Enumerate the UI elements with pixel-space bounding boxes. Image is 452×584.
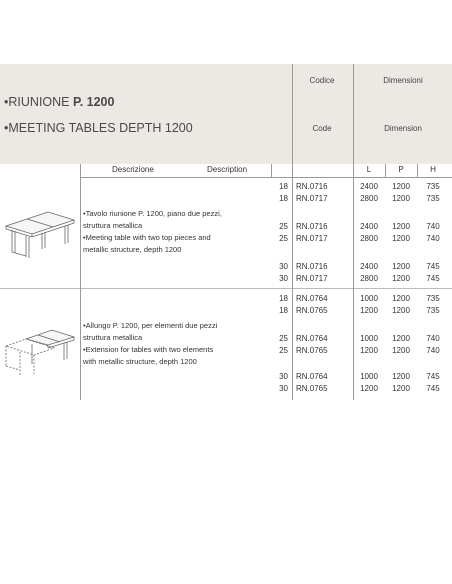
col-code-header: Code — [312, 124, 332, 133]
desc-italian-line: struttura metallica — [83, 333, 143, 342]
col-dimensioni-header: Dimensioni — [383, 76, 423, 85]
row-number: 18 — [279, 182, 288, 191]
table-row — [272, 182, 452, 192]
row-l: 2800 — [360, 234, 378, 243]
row-number: 25 — [279, 222, 288, 231]
row-p: 1200 — [392, 294, 410, 303]
table-row — [272, 222, 452, 232]
row-code: RN.0764 — [296, 294, 328, 303]
row-p: 1200 — [392, 194, 410, 203]
table-row — [272, 334, 452, 344]
table-row — [272, 274, 452, 284]
row-code: RN.0716 — [296, 182, 328, 191]
desc-italian-line: •Allungo P. 1200, per elementi due pezzi — [83, 321, 218, 330]
row-number: 25 — [279, 234, 288, 243]
row-code: RN.0764 — [296, 334, 328, 343]
table-row — [272, 262, 452, 272]
row-number: 30 — [279, 274, 288, 283]
grid-line-image — [80, 164, 81, 400]
row-p: 1200 — [392, 274, 410, 283]
row-number: 18 — [279, 194, 288, 203]
table-row — [272, 194, 452, 204]
row-h: 745 — [426, 274, 440, 283]
bullet: • — [4, 95, 9, 109]
title-english — [4, 121, 193, 135]
row-h: 740 — [426, 222, 440, 231]
row-h: 735 — [426, 306, 440, 315]
row-l: 2800 — [360, 274, 378, 283]
row-code: RN.0716 — [296, 262, 328, 271]
row-code: RN.0764 — [296, 372, 328, 381]
desc-english-line: with metallic structure, depth 1200 — [83, 357, 197, 366]
bullet: • — [4, 121, 9, 135]
desc-italian-line: •Tavolo riunione P. 1200, piano due pezzi, — [83, 209, 222, 218]
row-number: 25 — [279, 334, 288, 343]
row-p: 1200 — [392, 372, 410, 381]
description-label: Description — [207, 165, 248, 174]
title-italian-prefix: RIUNIONE — [8, 95, 73, 109]
row-code: RN.0717 — [296, 194, 328, 203]
row-number: 30 — [279, 372, 288, 381]
table-row — [272, 384, 452, 394]
title-italian — [4, 95, 114, 109]
section-2-description — [83, 320, 217, 368]
row-l: 1000 — [360, 334, 378, 343]
row-code: RN.0765 — [296, 346, 328, 355]
col-h-label: H — [430, 165, 436, 174]
row-code: RN.0717 — [296, 274, 328, 283]
col-p-label: P — [398, 165, 404, 174]
row-code: RN.0717 — [296, 234, 328, 243]
row-number: 30 — [279, 262, 288, 271]
col-dimension-header: Dimension — [384, 124, 422, 133]
row-h: 740 — [426, 334, 440, 343]
row-number: 18 — [279, 306, 288, 315]
row-l: 2400 — [360, 222, 378, 231]
grid-line-l — [385, 164, 386, 178]
desc-english-line: •Meeting table with two top pieces and — [83, 233, 211, 242]
row-h: 745 — [426, 262, 440, 271]
row-number: 25 — [279, 346, 288, 355]
table-row — [272, 294, 452, 304]
row-h: 735 — [426, 294, 440, 303]
row-p: 1200 — [392, 182, 410, 191]
desc-english-line: •Extension for tables with two elements — [83, 345, 214, 354]
title-english-text: MEETING TABLES DEPTH 1200 — [8, 121, 193, 135]
row-p: 1200 — [392, 346, 410, 355]
row-l: 1200 — [360, 306, 378, 315]
col-l-label: L — [366, 165, 372, 174]
row-l: 2800 — [360, 194, 378, 203]
row-l: 1000 — [360, 372, 378, 381]
row-code: RN.0716 — [296, 222, 328, 231]
table-row — [272, 306, 452, 316]
row-number: 18 — [279, 294, 288, 303]
row-h: 735 — [426, 194, 440, 203]
row-l: 2400 — [360, 262, 378, 271]
row-p: 1200 — [392, 306, 410, 315]
row-h: 735 — [426, 182, 440, 191]
row-p: 1200 — [392, 234, 410, 243]
row-number: 30 — [279, 384, 288, 393]
row-p: 1200 — [392, 334, 410, 343]
row-h: 745 — [426, 372, 440, 381]
section-1-description — [83, 208, 222, 256]
row-h: 740 — [426, 234, 440, 243]
row-p: 1200 — [392, 384, 410, 393]
row-code: RN.0765 — [296, 306, 328, 315]
section-divider — [0, 288, 452, 289]
meeting-table-illustration — [2, 200, 78, 270]
row-h: 745 — [426, 384, 440, 393]
table-row — [272, 346, 452, 356]
table-extension-illustration — [2, 312, 78, 384]
descrizione-label: Descrizione — [112, 165, 154, 174]
row-l: 1200 — [360, 384, 378, 393]
table-row — [272, 372, 452, 382]
title-italian-bold: P. 1200 — [72, 95, 115, 109]
row-l: 2400 — [360, 182, 378, 191]
row-h: 740 — [426, 346, 440, 355]
grid-line-description — [271, 164, 272, 178]
row-l: 1000 — [360, 294, 378, 303]
row-p: 1200 — [392, 262, 410, 271]
desc-english-line: metallic structure, depth 1200 — [83, 245, 182, 254]
subheader-divider — [80, 177, 452, 178]
table-row — [272, 234, 452, 244]
row-l: 1200 — [360, 346, 378, 355]
col-codice-header: Codice — [309, 76, 335, 85]
row-code: RN.0765 — [296, 384, 328, 393]
desc-italian-line: struttura metallica — [83, 221, 143, 230]
grid-line-p — [417, 164, 418, 178]
row-p: 1200 — [392, 222, 410, 231]
